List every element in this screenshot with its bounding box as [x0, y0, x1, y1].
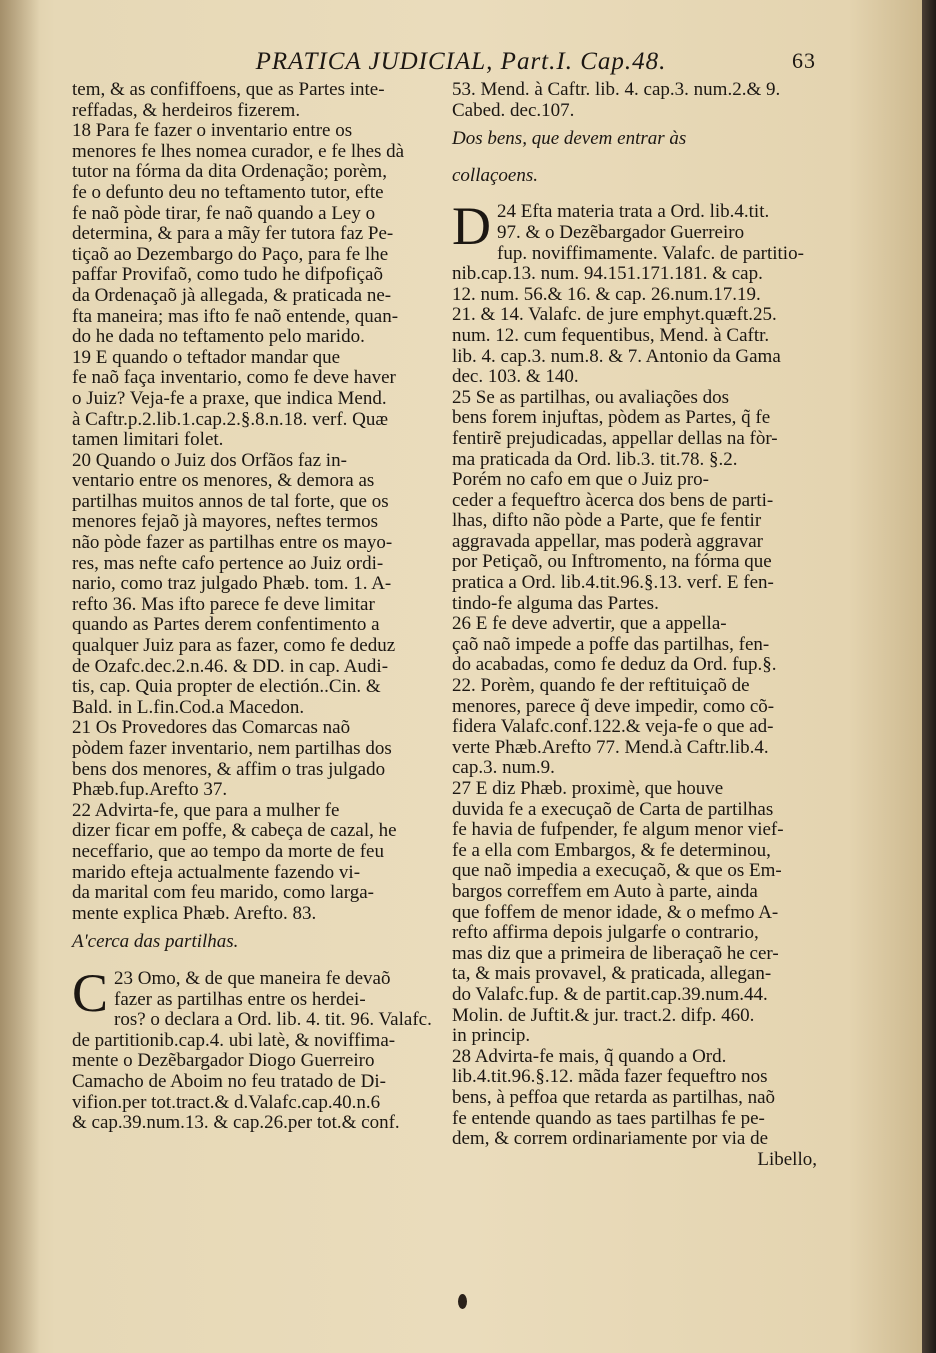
text-line: ros? o declara a Ord. lib. 4. tit. 96. Valafc.: [114, 1009, 432, 1031]
text-line: fe o defunto deu no teftamento tutor, efte: [72, 181, 384, 203]
text-line: fe entende quando as taes partilhas fe pe-: [452, 1107, 765, 1129]
text-line: num. 12. cum fequentibus, Mend. à Caftr.: [452, 324, 770, 346]
text-line: tem, & as confiffoens, que as Partes inte-: [72, 79, 385, 100]
text-line: mas diz que a primeira de liberaçaõ he cer-: [452, 942, 779, 964]
text-line: fup. noviffimamente. Valafc. de partitio-: [497, 242, 804, 264]
section-heading: Dos bens, que devem entrar às: [452, 128, 687, 150]
text-line: fe a ella com Embargos, & fe determinou,: [452, 839, 771, 861]
text-line: pratica a Ord. lib.4.tit.96.§.13. verf. E fen-: [452, 572, 774, 594]
text-line: çaõ naõ impede a poffe das partilhas, fen-: [452, 633, 770, 655]
text-line: tiçaõ ao Dezembargo do Paço, para fe lhe: [72, 243, 389, 265]
text-line: menores fejaõ jà mayores, neftes termos: [72, 511, 378, 533]
text-line: pòdem fazer inventario, nem partilhas dos: [72, 738, 392, 759]
text-line: 53. Mend. à Caftr. lib. 4. cap.3. num.2.& 9.: [452, 79, 781, 100]
text-line: mente o Dezẽbargador Diogo Guerreiro: [72, 1050, 375, 1072]
text-line: dizer ficar em poffe, & cabeça de cazal, he: [72, 820, 397, 842]
text-line: paffar Provifaõ, como tudo he difpofiçaõ: [72, 264, 383, 286]
text-line: 25 Se as partilhas, ou avaliações dos: [452, 386, 730, 408]
text-line: que naõ impedia a execuçaõ, & que os Em-: [452, 860, 782, 882]
text-line: dem, & correm ordinariamente por via de: [452, 1128, 769, 1150]
text-line: menores fe lhes nomea curador, e fe lhes dà: [72, 140, 405, 162]
text-line: aggravada appellar, mas poderà aggravar: [452, 530, 763, 552]
text-line: ceder a fequeftro àcerca dos bens de parti-: [452, 489, 774, 511]
text-line: por Petiçaõ, ou Inftromento, na fórma que: [452, 551, 772, 573]
text-line: res, mas nefte cafo pertence ao Juiz ordi-: [72, 552, 384, 574]
text-line: nario, como traz julgado Phæb. tom. 1. A-: [72, 573, 392, 595]
text-line: 22 Advirta-fe, que para a mulher fe: [72, 799, 340, 821]
text-line: 21. & 14. Valafc. de jure emphyt.quæft.25.: [452, 304, 777, 326]
text-line: dec. 103. & 140.: [452, 366, 579, 388]
ink-blot: [458, 1294, 467, 1309]
drop-cap: C: [72, 962, 109, 1023]
text-line: fazer as partilhas entre os herdei-: [114, 988, 366, 1010]
text-line: tutor na fórma da dita Ordenação; porèm,: [72, 161, 387, 183]
text-line: determina, & para a mãy fer tutora faz Pe-: [72, 223, 394, 245]
text-line: mente explica Phæb. Arefto. 83.: [72, 902, 317, 924]
text-line: fidera Valafc.conf.122.& veja-fe o que ad-: [452, 716, 774, 738]
section-heading: collaçoens.: [452, 164, 539, 186]
text-line: 18 Para fe fazer o inventario entre os: [72, 120, 353, 142]
text-line: 24 Efta materia trata a Ord. lib.4.tit.: [497, 201, 770, 223]
text-line: 20 Quando o Juiz dos Orfãos faz in-: [72, 449, 347, 471]
text-line: não pòde fazer as partilhas entre os mayo-: [72, 532, 393, 554]
text-line: 22. Porèm, quando fe der reftituiçaõ de: [452, 675, 750, 697]
text-line: da marital com feu marido, como larga-: [72, 882, 374, 904]
text-line: qualquer Juiz para as fazer, como fe deduz: [72, 635, 396, 657]
section-heading: A'cerca das partilhas.: [72, 931, 239, 953]
text-line: fe naõ faça inventario, como fe deve haver: [72, 367, 396, 389]
text-line: ta, & mais provavel, & praticada, allegan-: [452, 963, 772, 985]
page-edge: [922, 0, 936, 1353]
text-line: 21 Os Provedores das Comarcas naõ: [72, 717, 351, 739]
text-line: bens dos menores, & affim o tras julgado: [72, 758, 386, 780]
text-line: duvida fe a execuçaõ de Carta de partilhas: [452, 798, 774, 820]
text-line: verte Phæb.Arefto 77. Mend.à Caftr.lib.4.: [452, 736, 769, 758]
text-line: quando as Partes derem confentimento a: [72, 614, 380, 636]
drop-cap: D: [452, 196, 491, 257]
text-line: lib.4.tit.96.§.12. mãda fazer fequeftro nos: [452, 1066, 768, 1088]
text-line: Molin. de Juftit.& jur. tract.2. difp. 460.: [452, 1004, 755, 1026]
page-number: 63: [792, 48, 816, 73]
catchword: Libello,: [757, 1148, 817, 1170]
text-line: do Valafc.fup. & de partit.cap.39.num.44.: [452, 983, 768, 1005]
text-line: cap.3. num.9.: [452, 757, 555, 779]
text-line: partilhas muitos annos de tal forte, que os: [72, 490, 389, 512]
text-line: 19 E quando o teftador mandar que: [72, 346, 341, 368]
text-line: do acabadas, como fe deduz da Ord. fup.§.: [452, 654, 777, 676]
text-line: o Juiz? Veja-fe a praxe, que indica Mend.: [72, 387, 387, 409]
text-line: 23 Omo, & de que maneira fe devaõ: [114, 967, 391, 989]
text-line: vifion.per tot.tract.& d.Valafc.cap.40.n.6: [72, 1091, 381, 1113]
text-line: neceffario, que ao tempo da morte de feu: [72, 840, 384, 862]
text-line: tindo-fe alguma das Partes.: [452, 592, 659, 614]
left-column: [72, 80, 437, 1134]
text-line: ventario entre os menores, & demora as: [72, 470, 375, 492]
text-line: de partitionib.cap.4. ubi latè, & noviffima-: [72, 1029, 396, 1051]
text-line: 26 E fe deve advertir, que a appella-: [452, 613, 727, 635]
text-line: 27 E diz Phæb. proximè, que houve: [452, 778, 724, 799]
text-line: bens, à peffoa que retarda as partilhas, naõ: [452, 1086, 776, 1108]
text-line: reffadas, & herdeiros fizerem.: [72, 99, 301, 121]
page-gutter-shadow: [0, 0, 40, 1353]
text-line: ma praticada da Ord. lib.3. tit.78. §.2.: [452, 448, 738, 470]
running-head-title: PRATICA JUDICIAL, Part.I. Cap.48.: [255, 48, 667, 75]
text-line: marido efteja actualmente fazendo vi-: [72, 861, 361, 883]
text-line: do he dada no teftamento pelo marido.: [72, 326, 365, 348]
text-line: que foffem de menor idade, & o mefmo A-: [452, 901, 779, 923]
text-line: de Ozafc.dec.2.n.46. & DD. in cap. Audi-: [72, 655, 389, 677]
text-line: fe havia de fufpender, fe algum menor vief-: [452, 819, 784, 841]
text-line: refto affirma depois julgarfe o contrario,: [452, 922, 759, 944]
text-line: tis, cap. Quia propter de electión..Cin. &: [72, 676, 381, 698]
text-line: 12. num. 56.& 16. & cap. 26.num.17.19.: [452, 283, 761, 305]
text-line: Bald. in L.fin.Cod.a Macedon.: [72, 696, 305, 718]
text-line: & cap.39.num.13. & cap.26.per tot.& conf.: [72, 1112, 400, 1134]
text-line: fe naõ pòde tirar, fe naõ quando a Ley o: [72, 202, 376, 224]
running-head: [0, 48, 922, 76]
text-line: nib.cap.13. num. 94.151.171.181. & cap.: [452, 263, 763, 285]
right-column: [452, 80, 817, 1170]
text-line: lhas, difto não pòde a Parte, que fe fentir: [452, 510, 762, 532]
text-line: 28 Advirta-fe mais, q̃ quando a Ord.: [452, 1045, 727, 1067]
text-line: da Ordenaçaõ jà allegada, & praticada ne-: [72, 284, 392, 306]
text-line: Camacho de Aboim no feu tratado de Di-: [72, 1070, 386, 1092]
text-line: bargos correffem em Auto à parte, ainda: [452, 880, 758, 902]
text-line: Porém no cafo em que o Juiz pro-: [452, 469, 709, 491]
text-line: Phæb.fup.Arefto 37.: [72, 779, 228, 801]
text-line: fentirẽ prejudicadas, appellar dellas na fòr-: [452, 427, 778, 449]
text-line: à Caftr.p.2.lib.1.cap.2.§.8.n.18. verf. Quæ: [72, 408, 389, 430]
text-line: fta maneira; mas ifto fe naõ entende, quan-: [72, 305, 399, 327]
text-line: tamen limitari folet.: [72, 429, 224, 451]
text-line: lib. 4. cap.3. num.8. & 7. Antonio da Gama: [452, 345, 781, 367]
text-line: bens forem injuftas, pòdem as Partes, q̃ fe: [452, 407, 771, 429]
text-line: refto 36. Mas ifto parece fe deve limitar: [72, 593, 375, 615]
text-line: in princip.: [452, 1025, 531, 1047]
text-line: Cabed. dec.107.: [452, 99, 575, 121]
text-line: 97. & o Dezẽbargador Guerreiro: [497, 221, 745, 243]
text-line: menores, parece q̃ deve impedir, como cõ-: [452, 695, 775, 717]
